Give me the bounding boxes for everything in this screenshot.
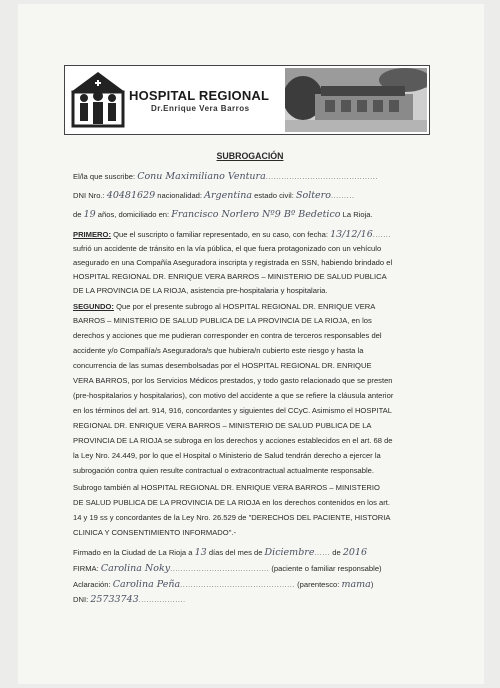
primero-fecha-value[interactable]: 13/12/16 (330, 229, 373, 240)
segundo-line: concurrencia de las sumas desembolsadas por el HOSPITAL REGIONAL DR. ENRIQUE (73, 361, 372, 370)
segundo-text1: Que por el presente subrogo al HOSPITAL REGIONAL DR. ENRIQUE VERA (116, 302, 376, 311)
document-title: SUBROGACIÓN (216, 151, 284, 161)
segundo-line: (pre-hospitalarios y hospitalarios), con motivo del accidente a que se refiere la cláusula anterior (73, 391, 394, 400)
firmado-de-label: de (332, 548, 341, 557)
aclaracion-line: Aclaración: Carolina Peña............................................ (parentesco: mama) (73, 579, 374, 590)
field-dni-label: DNI Nro.: (73, 191, 105, 200)
firmado-mes-label: días del mes de (208, 548, 263, 557)
primero-text1: Que el suscripto o familiar representado, en su caso, con fecha: (113, 230, 328, 239)
segundo-line: en los términos del art. 914, 916, concordantes y siguientes del CCyC. Asimismo el HOSPITAL (73, 406, 392, 415)
parentesco-label: (parentesco: (297, 580, 340, 589)
field-de-label: de (73, 210, 82, 219)
field-suscribe-label: El/la que suscribe: (73, 172, 136, 181)
segundo-line: VERA BARROS, por los Servicios Médicos prestados, y todo gasto relacionado que se presten (73, 376, 393, 385)
field-suscribe-value[interactable]: Conu Maximiliano Ventura (137, 171, 266, 182)
aclaracion-label: Aclaración: (73, 580, 111, 589)
segundo-line: la Ley Nro. 24.449, por lo que el Hospital o Ministerio de Salud tendrán derecho a ejercer la (73, 451, 381, 460)
segundo-line: REGIONAL DR. ENRIQUE VERA BARROS – MINISTERIO DE SALUD PUBLICA DE LA (73, 421, 372, 430)
segundo-line: accidente y/o Compañía/s Aseguradora/s que hubiera/n cubierto este riesgo y hasta la (73, 346, 364, 355)
field-suscribe: El/la que suscribe: Conu Maximiliano Ventura........................................... (73, 171, 378, 182)
aclaracion-value[interactable]: Carolina Peña (112, 579, 181, 590)
firmado-prefix: Firmado en la Ciudad de La Rioja a (73, 548, 193, 557)
segundo-line: subrogación contra quien resulte contractual o extracontractual actualmente responsable. (73, 466, 374, 475)
field-domicilio-line (73, 210, 373, 220)
primero-line: asegurado en una Compañía Aseguradora inscripta y registrada en SSN, habiendo brindado el (73, 258, 393, 267)
segundo-line: Subrogo también al HOSPITAL REGIONAL DR. ENRIQUE VERA BARROS – MINISTERIO (73, 483, 380, 492)
hospital-name: HOSPITAL REGIONAL (129, 88, 270, 103)
parentesco-value[interactable]: mama (341, 579, 371, 590)
letterhead (64, 65, 430, 135)
field-nacionalidad-label: nacionalidad: (157, 191, 203, 200)
firmado-line: Firmado en la Ciudad de La Rioja a 13 días del mes de Diciembre...... de 2016 (73, 547, 367, 558)
field-estado-label: estado civil: (254, 191, 294, 200)
primero-line: HOSPITAL REGIONAL DR. ENRIQUE VERA BARROS – MINISTERIO DE SALUD PUBLICA (73, 272, 387, 281)
segundo-line: 14 y 19 ss y concordantes de la Ley Nro. 26.529 de "DERECHOS DEL PACIENTE, HISTORIA (73, 513, 391, 522)
segundo-line: CLINICA Y CONSENTIMIENTO INFORMADO".- (73, 528, 237, 537)
primero-heading: PRIMERO: (73, 230, 111, 239)
dni-label: DNI: (73, 595, 89, 604)
primero-line: sufrió un accidente de tránsito en la vía pública, el que fuera protagonizado con un vehículo (73, 244, 382, 253)
hospital-building-photo (285, 68, 427, 132)
field-domicilio-value[interactable]: Francisco Norlero Nº9 Bº Bedetico (171, 209, 341, 220)
segundo-line: derechos y acciones que me pudieran corresponder en contra de terceros responsables del (73, 331, 382, 340)
dni-value[interactable]: 25733743 (90, 594, 139, 605)
firma-line: FIRMA: Carolina Noky...................................... (paciente o familiar responsable) (73, 563, 382, 574)
firma-note: (paciente o familiar responsable) (271, 564, 382, 573)
dni-line: DNI: 25733743.................. (73, 594, 186, 605)
segundo-heading: SEGUNDO: (73, 302, 114, 311)
primero-line: DE LA PROVINCIA DE LA RIOJA, asistencia pre-hospitalaria y hospitalaria. (73, 286, 328, 295)
field-estado-value[interactable]: Soltero (295, 190, 331, 201)
firmado-dia-value[interactable]: 13 (194, 547, 207, 558)
hospital-logo-icon (69, 70, 127, 128)
segundo-line: BARROS – MINISTERIO DE SALUD PUBLICA DE LA PROVINCIA DE LA RIOJA, en los (73, 316, 372, 325)
segundo-line: DE SALUD PUBLICA DE LA PROVINCIA DE LA RIOJA en los derechos contenidos en los art. (73, 498, 390, 507)
field-dni-line: DNI Nro.: 40481629 nacionalidad: Argentina estado civil: Soltero......... (73, 190, 355, 201)
firma-signature[interactable]: Carolina Noky (100, 563, 171, 574)
firma-label: FIRMA: (73, 564, 99, 573)
segundo-line1 (73, 302, 375, 312)
primero-line1: PRIMERO: Que el suscripto o familiar representado, en su caso, con fecha: 13/12/16....... (73, 229, 392, 240)
field-dni-value[interactable]: 40481629 (106, 190, 156, 201)
firmado-mes-value[interactable]: Diciembre (264, 547, 315, 558)
firmado-anio-value[interactable]: 2016 (342, 547, 367, 558)
field-anos-label: años, domiciliado en: (97, 210, 170, 219)
field-rioja-label: La Rioja. (342, 210, 373, 219)
hospital-subtitle: Dr.Enrique Vera Barros (151, 104, 250, 113)
segundo-line: PROVINCIA DE LA RIOJA se subroga en los derechos y acciones establecidos en el art. 68 de (73, 436, 393, 445)
parentesco-close: ) (370, 580, 374, 589)
field-nacionalidad-value[interactable]: Argentina (204, 190, 253, 201)
field-edad-value[interactable]: 19 (83, 209, 96, 220)
